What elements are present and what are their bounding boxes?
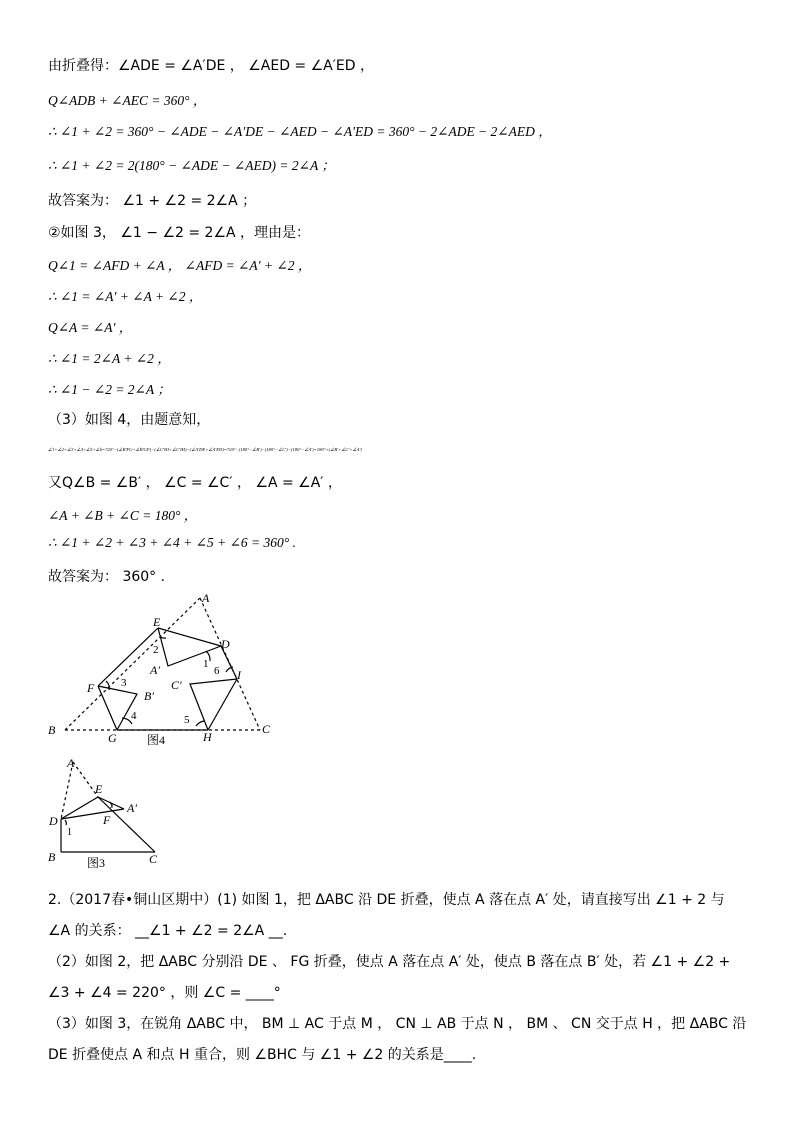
figure-3 — [40, 757, 180, 869]
label-b: B — [48, 850, 56, 864]
label-a: A — [202, 591, 210, 605]
arc-3 — [106, 681, 109, 690]
line-14: 又Q∠B = ∠B′ ， ∠C = ∠C′ ， ∠A = ∠A′ ， — [48, 475, 342, 491]
line-3: ∴ ∠1 + ∠2 = 360° − ∠ADE − ∠A′DE − ∠AED − ∠A′ED = 360° − 2∠ADE − 2∠AED ， — [48, 124, 552, 139]
line-13-sum: ∠1+∠2+∠3+∠4+∠5+∠6=720°−(∠B′FG+∠B′GF)−(∠C′HI+∠C′IH)−(∠A′DE+∠A′ED)=720°−(180°−∠B′)−(180°−∠C′)−(180°−∠A′)=180°+(∠B′+∠C′+∠A′) — [48, 447, 362, 452]
figure-3-caption: 图3 — [87, 856, 106, 869]
angle-label-1: 1 — [203, 658, 209, 670]
label-c-prime: C′ — [171, 678, 182, 692]
problem-2-part-1: 2.（2017春•铜山区期中）(1) 如图 1，把 ΔABC 沿 DE 折叠，使点 A 落在点 A′ 处，请直接写出 ∠1 + 2 与 ∠A 的关系： __∠1 + ∠2 = 2∠A __. — [48, 892, 725, 939]
line-16: ∴ ∠1 + ∠2 + ∠3 + ∠4 + ∠5 + ∠6 = 360° . — [48, 535, 296, 550]
label-d: D — [221, 637, 230, 651]
line-8: ∴ ∠1 = ∠A′ + ∠A + ∠2 ， — [48, 289, 203, 304]
figure-4-caption: 图4 — [147, 733, 166, 747]
line-17: 故答案为： 360° . — [48, 569, 166, 585]
angle-label-1: 1 — [67, 827, 72, 838]
label-b: B — [48, 723, 56, 737]
line-2: Q∠ADB + ∠AEC = 360° ， — [48, 93, 207, 108]
label-a-prime: A′ — [150, 663, 160, 677]
label-b-prime: B′ — [144, 689, 154, 703]
label-d: D — [49, 814, 58, 828]
label-h: H — [203, 730, 212, 744]
label-f: F — [87, 681, 95, 695]
label-e: E — [95, 782, 103, 796]
triangle-c1 — [190, 679, 237, 730]
label-c: C — [149, 852, 158, 866]
arc-2 — [160, 637, 166, 638]
line-15: ∠A + ∠B + ∠C = 180° ， — [48, 508, 198, 523]
angle-label-3: 3 — [121, 677, 127, 689]
problem-2-part-2: （2）如图 2，把 ΔABC 分别沿 DE 、 FG 折叠，使点 A 落在点 A′ 处，使点 B 落在点 B′ 处，若 ∠1 + ∠2 + ∠3 + ∠4 = 220° ，则 ∠C = ____° — [48, 954, 731, 1001]
side-ad-dashed — [61, 762, 73, 819]
arc-5 — [196, 721, 204, 726]
label-c: C — [262, 722, 271, 736]
label-a-prime: A′ — [127, 801, 137, 815]
line-5: 故答案为： ∠1 + ∠2 = 2∠A ； — [48, 193, 257, 209]
line-12: （3）如图 4，由题意知， — [48, 412, 211, 428]
label-g: G — [108, 731, 117, 745]
angle-label-4: 4 — [131, 710, 137, 722]
angle-label-5: 5 — [184, 714, 190, 726]
segment-fg — [98, 686, 117, 730]
line-11: ∴ ∠1 − ∠2 = 2∠A ； — [48, 382, 171, 397]
label-e: E — [153, 615, 161, 629]
line-4: ∴ ∠1 + ∠2 = 2(180° − ∠ADE − ∠AED) = 2∠A ； — [48, 158, 335, 173]
problem-2-part-3: （3）如图 3，在锐角 ΔABC 中， BM ⊥ AC 于点 M ， CN ⊥ AB 于点 N ， BM 、 CN 交于点 H ，把 ΔABC 沿 DE 折叠使点 A 和点 H 重合，则 ∠BHC 与 ∠1 + ∠2 的关系是____. — [48, 1016, 747, 1063]
line-10: ∴ ∠1 = 2∠A + ∠2 ， — [48, 351, 171, 366]
angle-label-6: 6 — [214, 665, 220, 677]
arc-1 — [65, 820, 66, 825]
segment-hi — [208, 679, 237, 730]
label-i: I — [237, 668, 241, 682]
segment-ef — [98, 628, 158, 686]
line-9: Q∠A = ∠A′ ， — [48, 320, 133, 335]
angle-label-2: 2 — [110, 804, 113, 810]
label-f: F — [103, 813, 111, 827]
triangle-a1 — [158, 628, 221, 666]
figure-4 — [40, 590, 280, 750]
angle-label-2: 2 — [153, 644, 159, 656]
line-7: Q∠1 = ∠AFD + ∠A ， ∠AFD = ∠A′ + ∠2 ， — [48, 258, 312, 273]
line-6: ②如图 3， ∠1 − ∠2 = 2∠A ，理由是： — [48, 225, 311, 241]
line-1: 由折叠得：∠ADE = ∠A′DE ， ∠AED = ∠A′ED ， — [48, 58, 374, 74]
label-a: A — [67, 757, 75, 770]
